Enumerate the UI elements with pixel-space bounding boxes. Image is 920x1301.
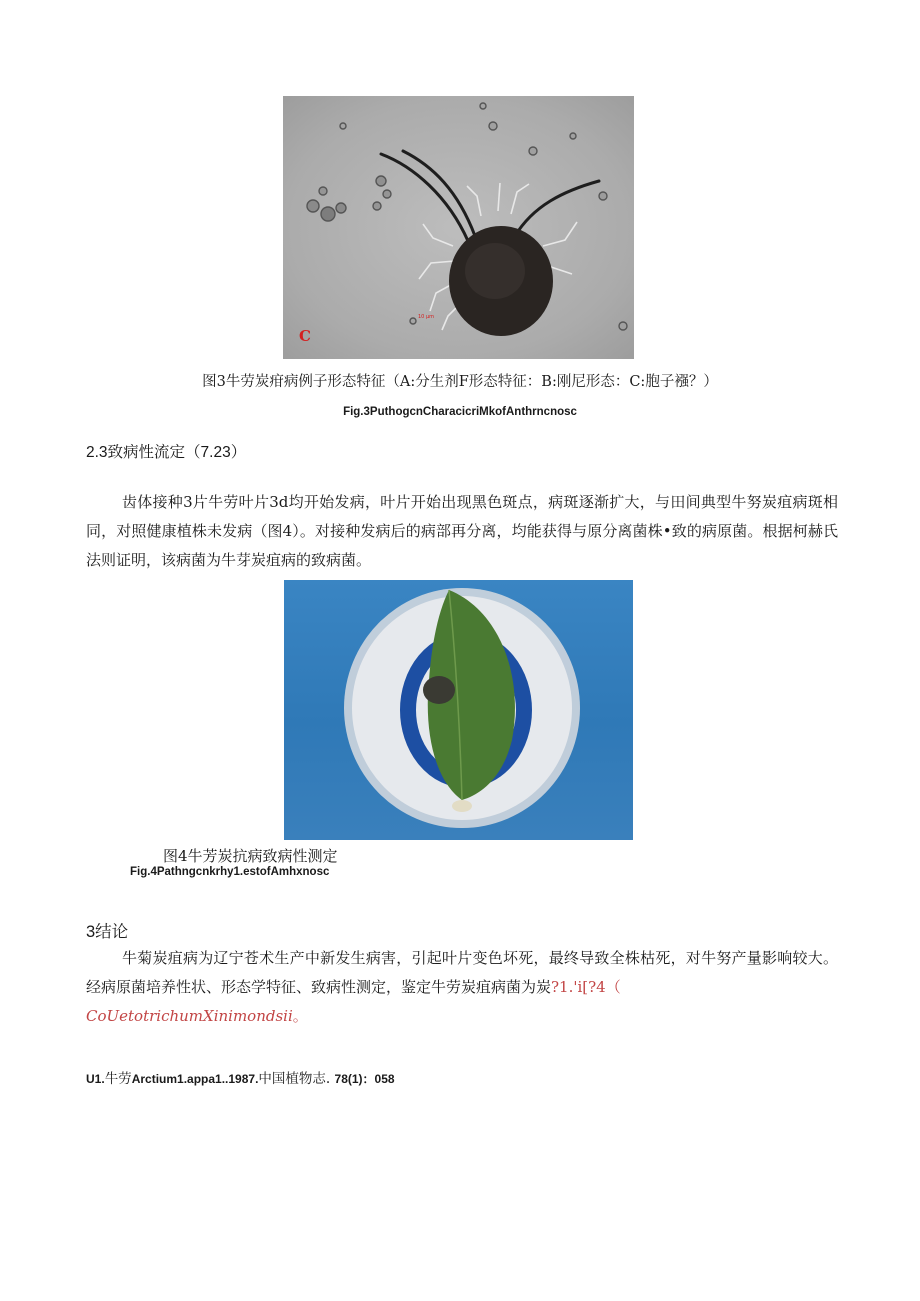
conclusion-text: 牛菊炭疽病为辽宁苍术生产中新发生病害，引起叶片变色坏死，最终导致全株枯死，对牛努产量影响较大。经病原菌培养性状、形态学特征、致病性测定，鉴定牛劳炭疽病菌为炭 bbox=[86, 949, 838, 996]
reference-prefix: U1. bbox=[86, 1072, 105, 1086]
acervulus-illustration bbox=[283, 96, 634, 359]
figure-3-micrograph bbox=[283, 96, 634, 359]
petri-dish-illustration bbox=[284, 580, 633, 840]
scale-bar-label: 10 μm bbox=[418, 314, 435, 320]
reference-latin: Arctium1.appa1..1987. bbox=[131, 1072, 259, 1086]
figure-4-caption: 图4牛芳炭抗病致病性测定 bbox=[163, 847, 338, 865]
figure-4-photo bbox=[284, 580, 633, 840]
figure-3-panel-label: C bbox=[299, 327, 311, 345]
reference-cjk-1: 牛劳 bbox=[104, 1071, 132, 1087]
figure-4-caption-en: Fig.4Pathngcnkrhy1.estofAmhxnosc bbox=[130, 866, 330, 878]
conclusion-period: 。 bbox=[292, 1007, 308, 1025]
section-3-heading: 3结论 bbox=[86, 923, 129, 941]
species-name: CoUetotrichumXinimondsii bbox=[86, 1007, 293, 1025]
conclusion-garbled-text: ?1.'i[?4（ bbox=[551, 978, 621, 996]
section-2-3-heading: 2.3致病性流定（7.23） bbox=[86, 444, 247, 461]
figure-3-caption: 图3牛劳炭疳病例子形态特征（A:分生剂F形态特征：B:刚尼形态：C:胞子襁？） bbox=[202, 374, 718, 390]
reference-entry bbox=[86, 1067, 395, 1087]
reference-cjk-2: 中国植物志. bbox=[258, 1071, 331, 1087]
reference-tail: 78(1)：058 bbox=[334, 1072, 395, 1086]
section-2-3-paragraph: 齿体接种3片牛劳叶片3d均开始发病，叶片开始出现黑色斑点，病斑逐渐扩大，与田间典型牛努炭疽病斑相同，对照健康植株未发病（图4）。对接种发病后的病部再分离，均能获得与原分离菌株•致的病原菌。根据柯赫氏法则证明，该病菌为牛芽炭疽病的致病菌。 bbox=[86, 493, 838, 569]
figure-3-caption-en: Fig.3PuthogcnCharacicriMkofAnthrncnosc bbox=[343, 406, 577, 418]
section-3-paragraph bbox=[86, 944, 838, 1031]
